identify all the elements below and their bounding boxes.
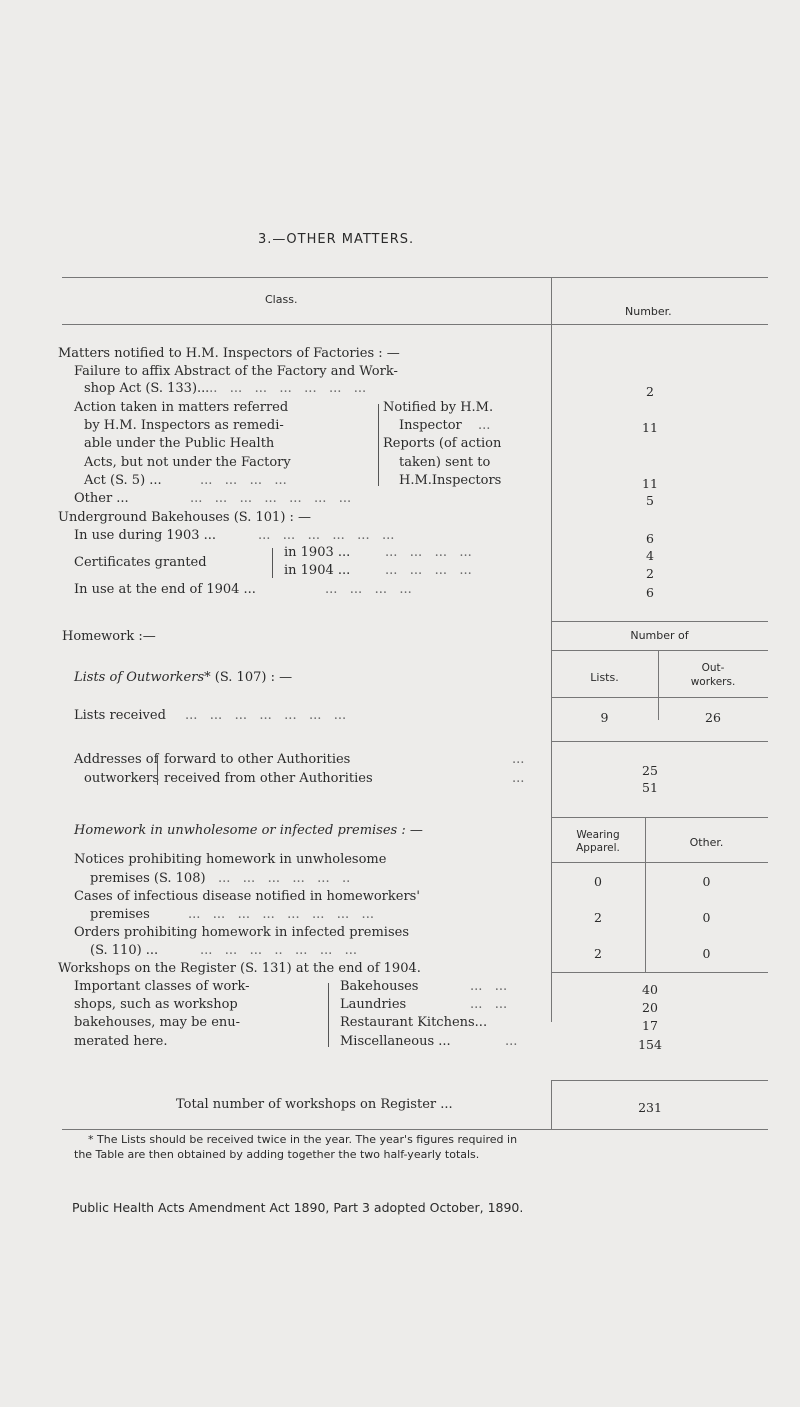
certificates-label: Certificates granted (74, 555, 207, 570)
notices-wearing-value: 0 (594, 874, 602, 889)
leader-dots: ... ... ... ... (385, 545, 472, 560)
leader-dots: ... ... ... ... ... ... ... (185, 708, 347, 723)
forward-label: forward to other Authorities (164, 752, 351, 767)
important-label-3: bakehouses, may be enu- (74, 1015, 241, 1030)
rule (551, 697, 768, 698)
received-label: received from other Authorities (164, 771, 373, 786)
column-header-class: Class. (265, 293, 298, 306)
leader-dots: ... ... ... ... ... ... ... ... (188, 907, 374, 922)
leader-dots: ... ... ... ... ... .. (218, 871, 351, 886)
notices-label-2: premises (S. 108) (90, 871, 206, 886)
addresses-label-1: Addresses of (74, 752, 159, 767)
rule (551, 650, 768, 651)
notified-value: 11 (642, 420, 658, 435)
reports-label-3: H.M.Inspectors (399, 473, 502, 488)
brace (157, 755, 163, 785)
orders-label-1: Orders prohibiting homework in infected premises (74, 925, 409, 940)
misc-value: 154 (638, 1037, 662, 1052)
notified-label-1: Notified by H.M. (383, 400, 494, 415)
reports-label-1: Reports (of action (383, 436, 502, 451)
action-label-4: Acts, but not under the Factory (84, 455, 291, 470)
footer-note: Public Health Acts Amendment Act 1890, Part 3 adopted October, 1890. (72, 1200, 524, 1215)
column-header-wearing-1: Wearing (576, 829, 620, 841)
leader-dots: ... ... ... ... (325, 582, 412, 597)
other-value: 5 (646, 493, 654, 508)
leader-dots: ... (478, 418, 491, 433)
rule (551, 817, 768, 818)
important-label-4: merated here. (74, 1034, 168, 1049)
cert-1903-label: in 1903 ... (284, 545, 351, 560)
in-use-value: 6 (646, 531, 654, 546)
table-bottom-rule (62, 1129, 768, 1130)
leader-dots: ... (512, 752, 525, 767)
leader-dots: ... ... ... ... (385, 563, 472, 578)
laundries-value: 20 (642, 1000, 658, 1015)
laundries-label: Laundries (340, 997, 407, 1012)
brace (328, 983, 334, 1047)
leader-dots: ... (512, 771, 525, 786)
addresses-label-2: outworkers (84, 771, 160, 786)
in-use-label: In use during 1903 ... (74, 528, 217, 543)
lists-heading: Lists of Outworkers* (74, 670, 211, 685)
important-label-1: Important classes of work- (74, 979, 250, 994)
reports-value: 11 (642, 476, 658, 491)
orders-other-value: 0 (702, 946, 711, 961)
homework-heading: Homework :— (62, 629, 156, 644)
leader-dots: ... ... (470, 979, 508, 994)
lists-received-label: Lists received (74, 708, 166, 723)
notices-label-1: Notices prohibiting homework in unwholesome (74, 852, 387, 867)
brace (272, 548, 278, 578)
workshops-heading: Workshops on the Register (S. 131) at the end of 1904. (58, 961, 421, 976)
leader-dots: ... ... ... ... ... ... ... (190, 491, 352, 506)
cases-label-1: Cases of infectious disease notified in homeworkers' (74, 889, 420, 904)
leader-dots: ... ... ... ... ... ... ... (205, 381, 367, 396)
failure-label-2: shop Act (S. 133)... (84, 381, 210, 396)
leader-dots: ... ... ... ... ... ... (258, 528, 395, 543)
rule (551, 621, 768, 622)
page-title: 3.—OTHER MATTERS. (258, 232, 415, 247)
rule (551, 1080, 768, 1081)
received-value: 51 (642, 780, 658, 795)
footnote-line-2: the Table are then obtained by adding together the two half-yearly totals. (74, 1148, 480, 1161)
rule (551, 741, 768, 742)
column-header-lists: Lists. (590, 671, 619, 684)
orders-wearing-value: 2 (594, 946, 602, 961)
rule (551, 972, 768, 973)
column-header-other: Other. (689, 836, 724, 849)
restaurant-label: Restaurant Kitchens... (340, 1015, 488, 1030)
table-top-rule (62, 277, 768, 278)
column-header-outworkers-2: workers. (690, 676, 736, 688)
total-value: 231 (638, 1100, 662, 1115)
leader-dots: ... ... ... .. ... ... ... (200, 943, 358, 958)
end-of-year-value: 6 (646, 585, 654, 600)
outworkers-value: 26 (705, 710, 721, 725)
unwholesome-heading: Homework in unwholesome or infected premises : — (74, 823, 423, 838)
cert-1904-value: 2 (646, 566, 654, 581)
failure-value: 2 (646, 384, 654, 399)
cases-wearing-value: 2 (594, 910, 602, 925)
bakehouses-label: Bakehouses (340, 979, 419, 994)
bakehouses-value: 40 (642, 982, 658, 997)
notices-other-value: 0 (702, 874, 711, 889)
rule (551, 862, 768, 863)
important-label-2: shops, such as workshop (74, 997, 238, 1012)
brace (373, 404, 379, 486)
lists-value: 9 (600, 710, 609, 725)
action-label-1: Action taken in matters referred (74, 400, 289, 415)
column-header-wearing-2: Apparel. (576, 842, 620, 854)
column-header-outworkers-1: Out- (701, 662, 725, 674)
leader-dots: ... ... ... ... (200, 473, 287, 488)
leader-dots: ... ... (470, 997, 508, 1012)
action-label-5: Act (S. 5) ... (84, 473, 162, 488)
number-of-header: Number of (630, 629, 689, 642)
header-rule (62, 324, 768, 325)
end-of-year-label: In use at the end of 1904 ... (74, 582, 256, 597)
cases-other-value: 0 (702, 910, 711, 925)
cases-label-2: premises (90, 907, 150, 922)
cert-1903-value: 4 (646, 548, 654, 563)
action-label-3: able under the Public Health (84, 436, 275, 451)
factories-heading: Matters notified to H.M. Inspectors of Factories : — (58, 346, 400, 361)
action-label-2: by H.M. Inspectors as remedi- (84, 418, 284, 433)
leader-dots: ... (505, 1034, 518, 1049)
notified-label-2: Inspector (399, 418, 462, 433)
other-label: Other ... (74, 491, 129, 506)
cert-1904-label: in 1904 ... (284, 563, 351, 578)
forward-value: 25 (642, 763, 658, 778)
column-divider (551, 1080, 552, 1130)
lists-ref: (S. 107) : — (214, 670, 293, 685)
column-divider (551, 277, 552, 817)
bakehouses-heading: Underground Bakehouses (S. 101) : — (58, 510, 312, 525)
total-label: Total number of workshops on Register ... (176, 1097, 453, 1112)
orders-label-2: (S. 110) ... (90, 943, 159, 958)
column-header-number: Number. (625, 305, 672, 318)
failure-label-1: Failure to affix Abstract of the Factory and Work- (74, 364, 398, 379)
misc-label: Miscellaneous ... (340, 1034, 451, 1049)
footnote-line-1: * The Lists should be received twice in the year. The year's figures required in (88, 1133, 518, 1146)
reports-label-2: taken) sent to (399, 455, 491, 470)
restaurant-value: 17 (642, 1018, 658, 1033)
